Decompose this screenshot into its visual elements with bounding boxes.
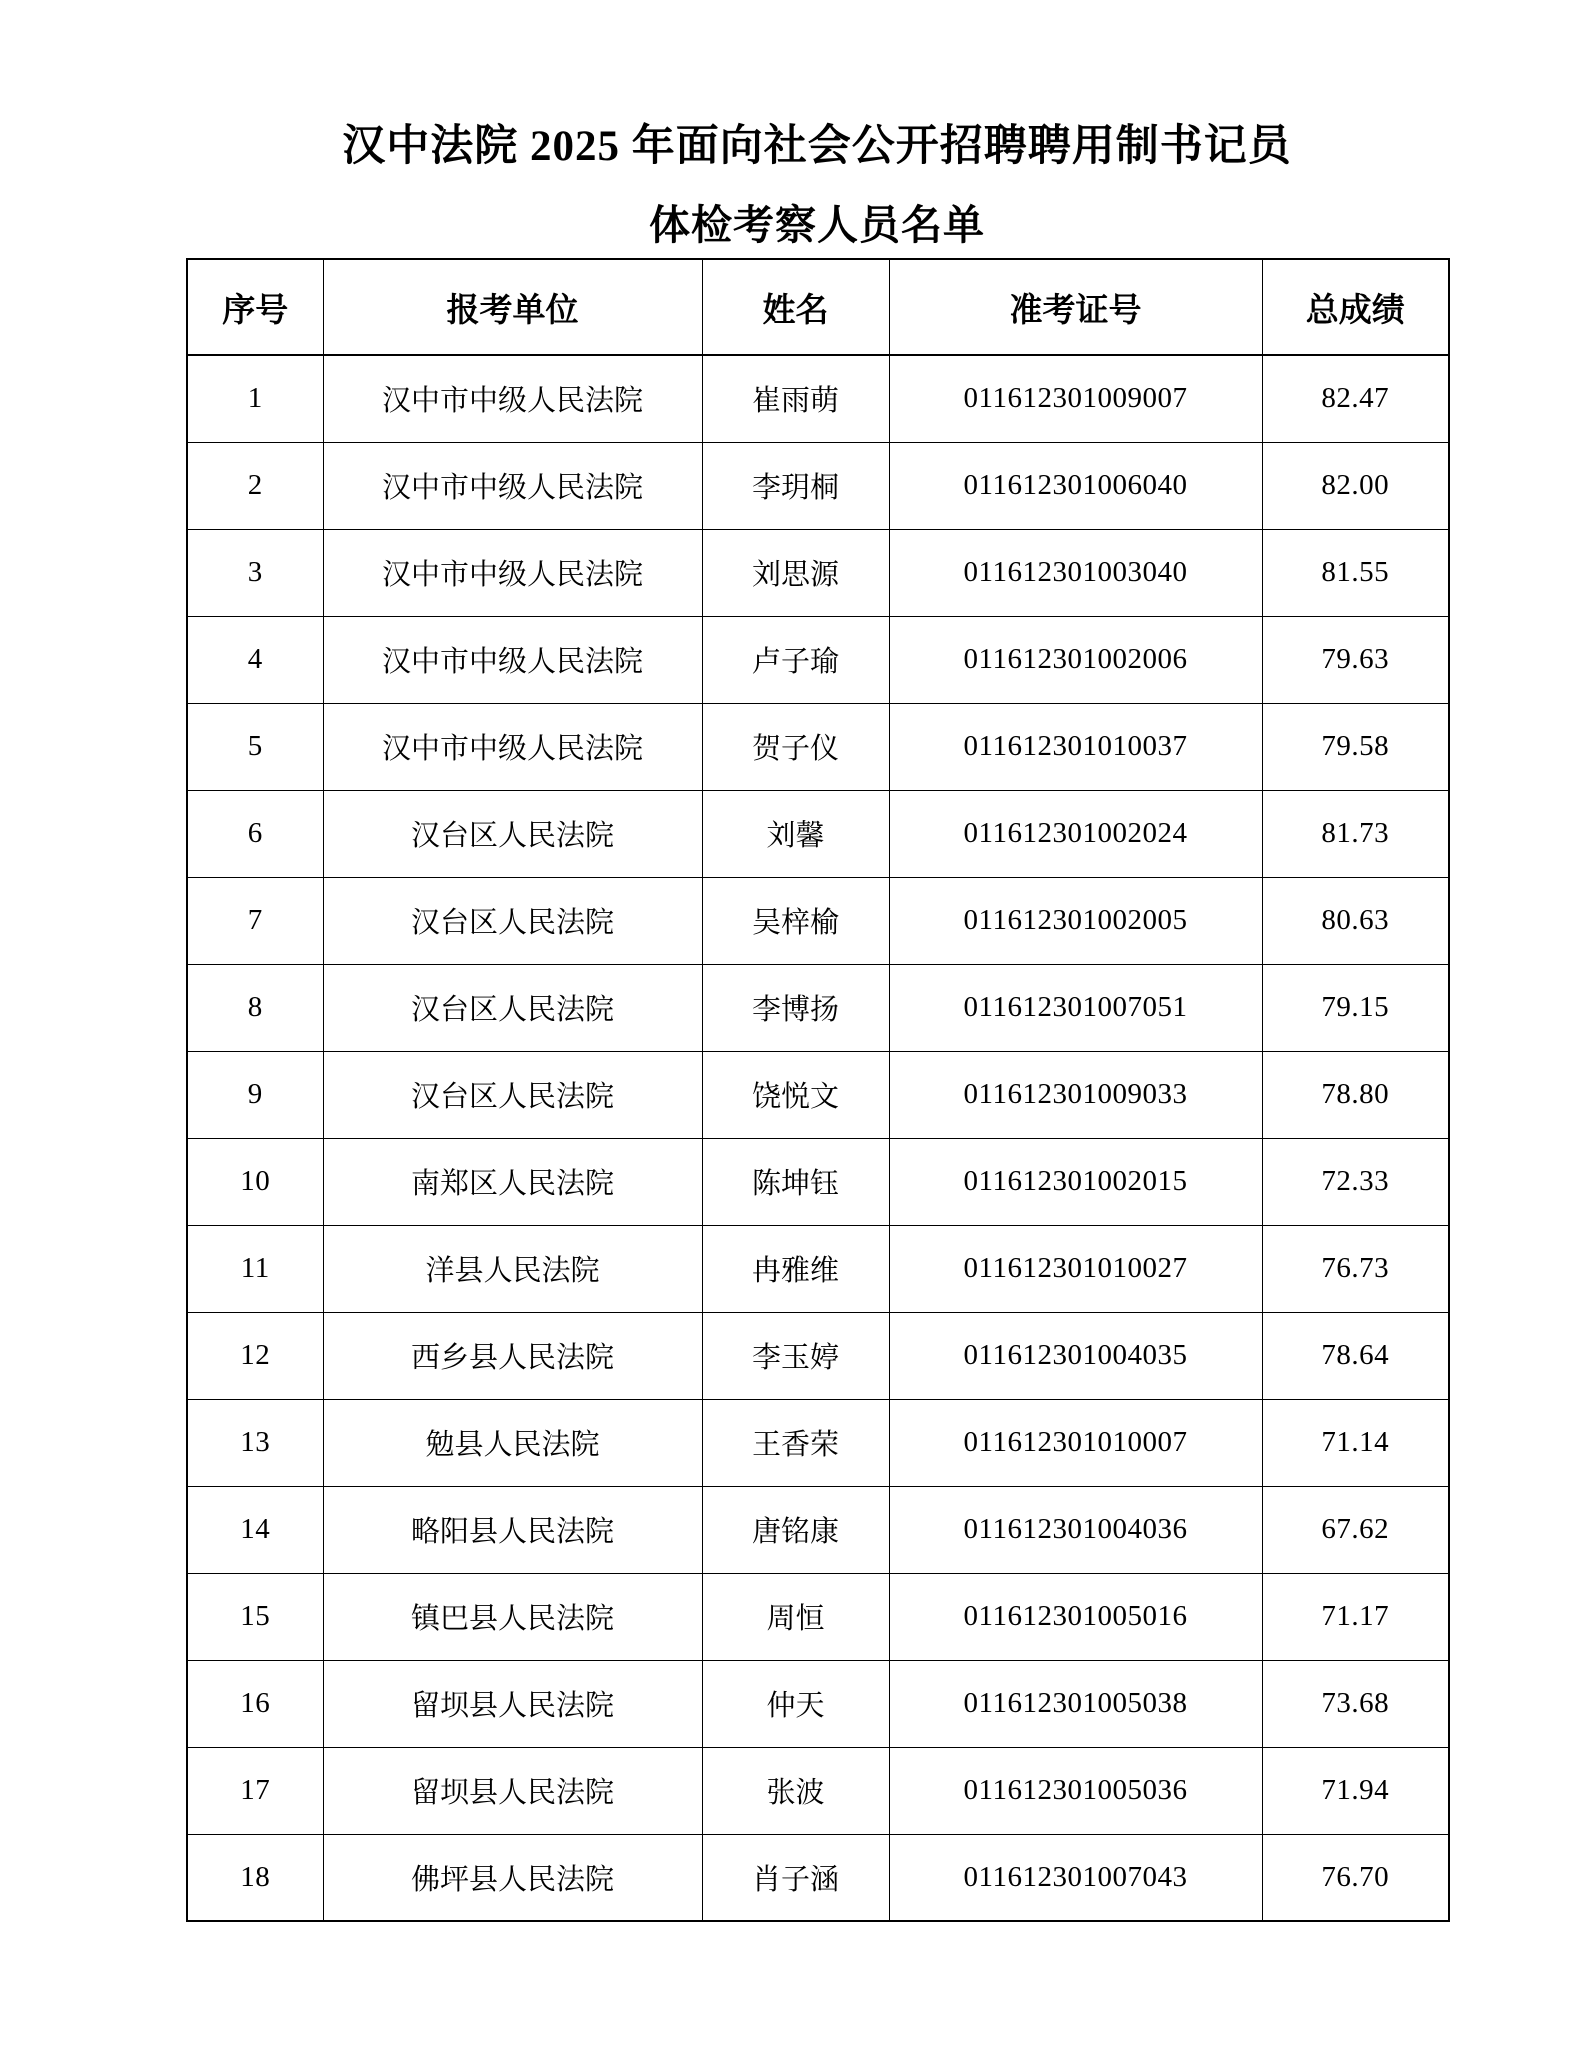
cell-exam-id: 011612301002024	[889, 790, 1262, 877]
cell-index: 3	[187, 529, 323, 616]
document-title-line1: 汉中法院 2025 年面向社会公开招聘聘用制书记员	[342, 123, 1292, 170]
table-row	[187, 355, 1449, 442]
cell-unit: 留坝县人民法院	[323, 1660, 702, 1747]
cell-exam-id: 011612301003040	[889, 529, 1262, 616]
cell-score: 71.14	[1262, 1399, 1449, 1486]
cell-score: 73.68	[1262, 1660, 1449, 1747]
table-row	[187, 1660, 1449, 1747]
table-row	[187, 1747, 1449, 1834]
table-row	[187, 703, 1449, 790]
cell-index: 6	[187, 790, 323, 877]
cell-index: 12	[187, 1312, 323, 1399]
cell-score: 76.70	[1262, 1834, 1449, 1921]
table-row	[187, 1138, 1449, 1225]
cell-index: 5	[187, 703, 323, 790]
cell-exam-id: 011612301004035	[889, 1312, 1262, 1399]
cell-unit: 汉中市中级人民法院	[323, 703, 702, 790]
cell-unit: 汉中市中级人民法院	[323, 355, 702, 442]
table-row	[187, 442, 1449, 529]
column-header-index: 序号	[187, 259, 323, 355]
cell-index: 15	[187, 1573, 323, 1660]
table-header-row	[187, 259, 1449, 355]
cell-exam-id: 011612301007051	[889, 964, 1262, 1051]
cell-index: 14	[187, 1486, 323, 1573]
cell-unit: 汉中市中级人民法院	[323, 529, 702, 616]
table-row	[187, 1486, 1449, 1573]
column-header-score: 总成绩	[1262, 259, 1449, 355]
cell-name: 饶悦文	[702, 1051, 889, 1138]
table-row	[187, 1399, 1449, 1486]
cell-index: 1	[187, 355, 323, 442]
cell-name: 仲天	[702, 1660, 889, 1747]
cell-exam-id: 011612301005038	[889, 1660, 1262, 1747]
table-row	[187, 1573, 1449, 1660]
cell-score: 76.73	[1262, 1225, 1449, 1312]
cell-unit: 勉县人民法院	[323, 1399, 702, 1486]
cell-name: 崔雨萌	[702, 355, 889, 442]
column-header-unit: 报考单位	[323, 259, 702, 355]
table-row	[187, 964, 1449, 1051]
cell-index: 17	[187, 1747, 323, 1834]
cell-name: 刘思源	[702, 529, 889, 616]
cell-exam-id: 011612301005036	[889, 1747, 1262, 1834]
cell-name: 刘馨	[702, 790, 889, 877]
table-row	[187, 529, 1449, 616]
cell-exam-id: 011612301005016	[889, 1573, 1262, 1660]
cell-name: 冉雅维	[702, 1225, 889, 1312]
cell-index: 2	[187, 442, 323, 529]
cell-exam-id: 011612301002006	[889, 616, 1262, 703]
cell-exam-id: 011612301009033	[889, 1051, 1262, 1138]
cell-name: 李玥桐	[702, 442, 889, 529]
cell-index: 7	[187, 877, 323, 964]
cell-name: 周恒	[702, 1573, 889, 1660]
cell-score: 67.62	[1262, 1486, 1449, 1573]
cell-unit: 洋县人民法院	[323, 1225, 702, 1312]
cell-score: 79.15	[1262, 964, 1449, 1051]
cell-name: 卢子瑜	[702, 616, 889, 703]
cell-index: 16	[187, 1660, 323, 1747]
cell-unit: 留坝县人民法院	[323, 1747, 702, 1834]
cell-unit: 汉台区人民法院	[323, 1051, 702, 1138]
column-header-exam-id: 准考证号	[889, 259, 1262, 355]
cell-index: 11	[187, 1225, 323, 1312]
cell-index: 4	[187, 616, 323, 703]
cell-name: 王香荣	[702, 1399, 889, 1486]
cell-unit: 西乡县人民法院	[323, 1312, 702, 1399]
column-header-name: 姓名	[702, 259, 889, 355]
cell-score: 82.47	[1262, 355, 1449, 442]
cell-exam-id: 011612301009007	[889, 355, 1262, 442]
cell-score: 71.17	[1262, 1573, 1449, 1660]
cell-score: 82.00	[1262, 442, 1449, 529]
table-row	[187, 790, 1449, 877]
cell-unit: 汉中市中级人民法院	[323, 442, 702, 529]
cell-exam-id: 011612301004036	[889, 1486, 1262, 1573]
cell-exam-id: 011612301007043	[889, 1834, 1262, 1921]
cell-score: 81.55	[1262, 529, 1449, 616]
cell-name: 张波	[702, 1747, 889, 1834]
table-row	[187, 1051, 1449, 1138]
cell-score: 71.94	[1262, 1747, 1449, 1834]
cell-exam-id: 011612301002005	[889, 877, 1262, 964]
cell-index: 8	[187, 964, 323, 1051]
cell-name: 李玉婷	[702, 1312, 889, 1399]
cell-exam-id: 011612301010007	[889, 1399, 1262, 1486]
cell-score: 79.58	[1262, 703, 1449, 790]
cell-exam-id: 011612301006040	[889, 442, 1262, 529]
cell-unit: 汉台区人民法院	[323, 877, 702, 964]
cell-name: 肖子涵	[702, 1834, 889, 1921]
cell-name: 吴梓榆	[702, 877, 889, 964]
table-row	[187, 1312, 1449, 1399]
cell-index: 18	[187, 1834, 323, 1921]
cell-index: 9	[187, 1051, 323, 1138]
cell-score: 81.73	[1262, 790, 1449, 877]
cell-name: 贺子仪	[702, 703, 889, 790]
table-row	[187, 1834, 1449, 1921]
cell-index: 10	[187, 1138, 323, 1225]
table-row	[187, 877, 1449, 964]
cell-unit: 汉台区人民法院	[323, 790, 702, 877]
cell-unit: 略阳县人民法院	[323, 1486, 702, 1573]
cell-unit: 镇巴县人民法院	[323, 1573, 702, 1660]
table-row	[187, 616, 1449, 703]
cell-score: 78.64	[1262, 1312, 1449, 1399]
cell-score: 79.63	[1262, 616, 1449, 703]
cell-unit: 汉中市中级人民法院	[323, 616, 702, 703]
cell-exam-id: 011612301010037	[889, 703, 1262, 790]
table-row	[187, 1225, 1449, 1312]
cell-unit: 南郑区人民法院	[323, 1138, 702, 1225]
cell-unit: 汉台区人民法院	[323, 964, 702, 1051]
cell-exam-id: 011612301002015	[889, 1138, 1262, 1225]
cell-index: 13	[187, 1399, 323, 1486]
cell-score: 80.63	[1262, 877, 1449, 964]
cell-score: 72.33	[1262, 1138, 1449, 1225]
document-title-line2: 体检考察人员名单	[649, 202, 985, 248]
cell-unit: 佛坪县人民法院	[323, 1834, 702, 1921]
cell-name: 陈坤钰	[702, 1138, 889, 1225]
medical-exam-candidates-table	[186, 258, 1450, 1922]
cell-exam-id: 011612301010027	[889, 1225, 1262, 1312]
cell-name: 李博扬	[702, 964, 889, 1051]
cell-score: 78.80	[1262, 1051, 1449, 1138]
cell-name: 唐铭康	[702, 1486, 889, 1573]
